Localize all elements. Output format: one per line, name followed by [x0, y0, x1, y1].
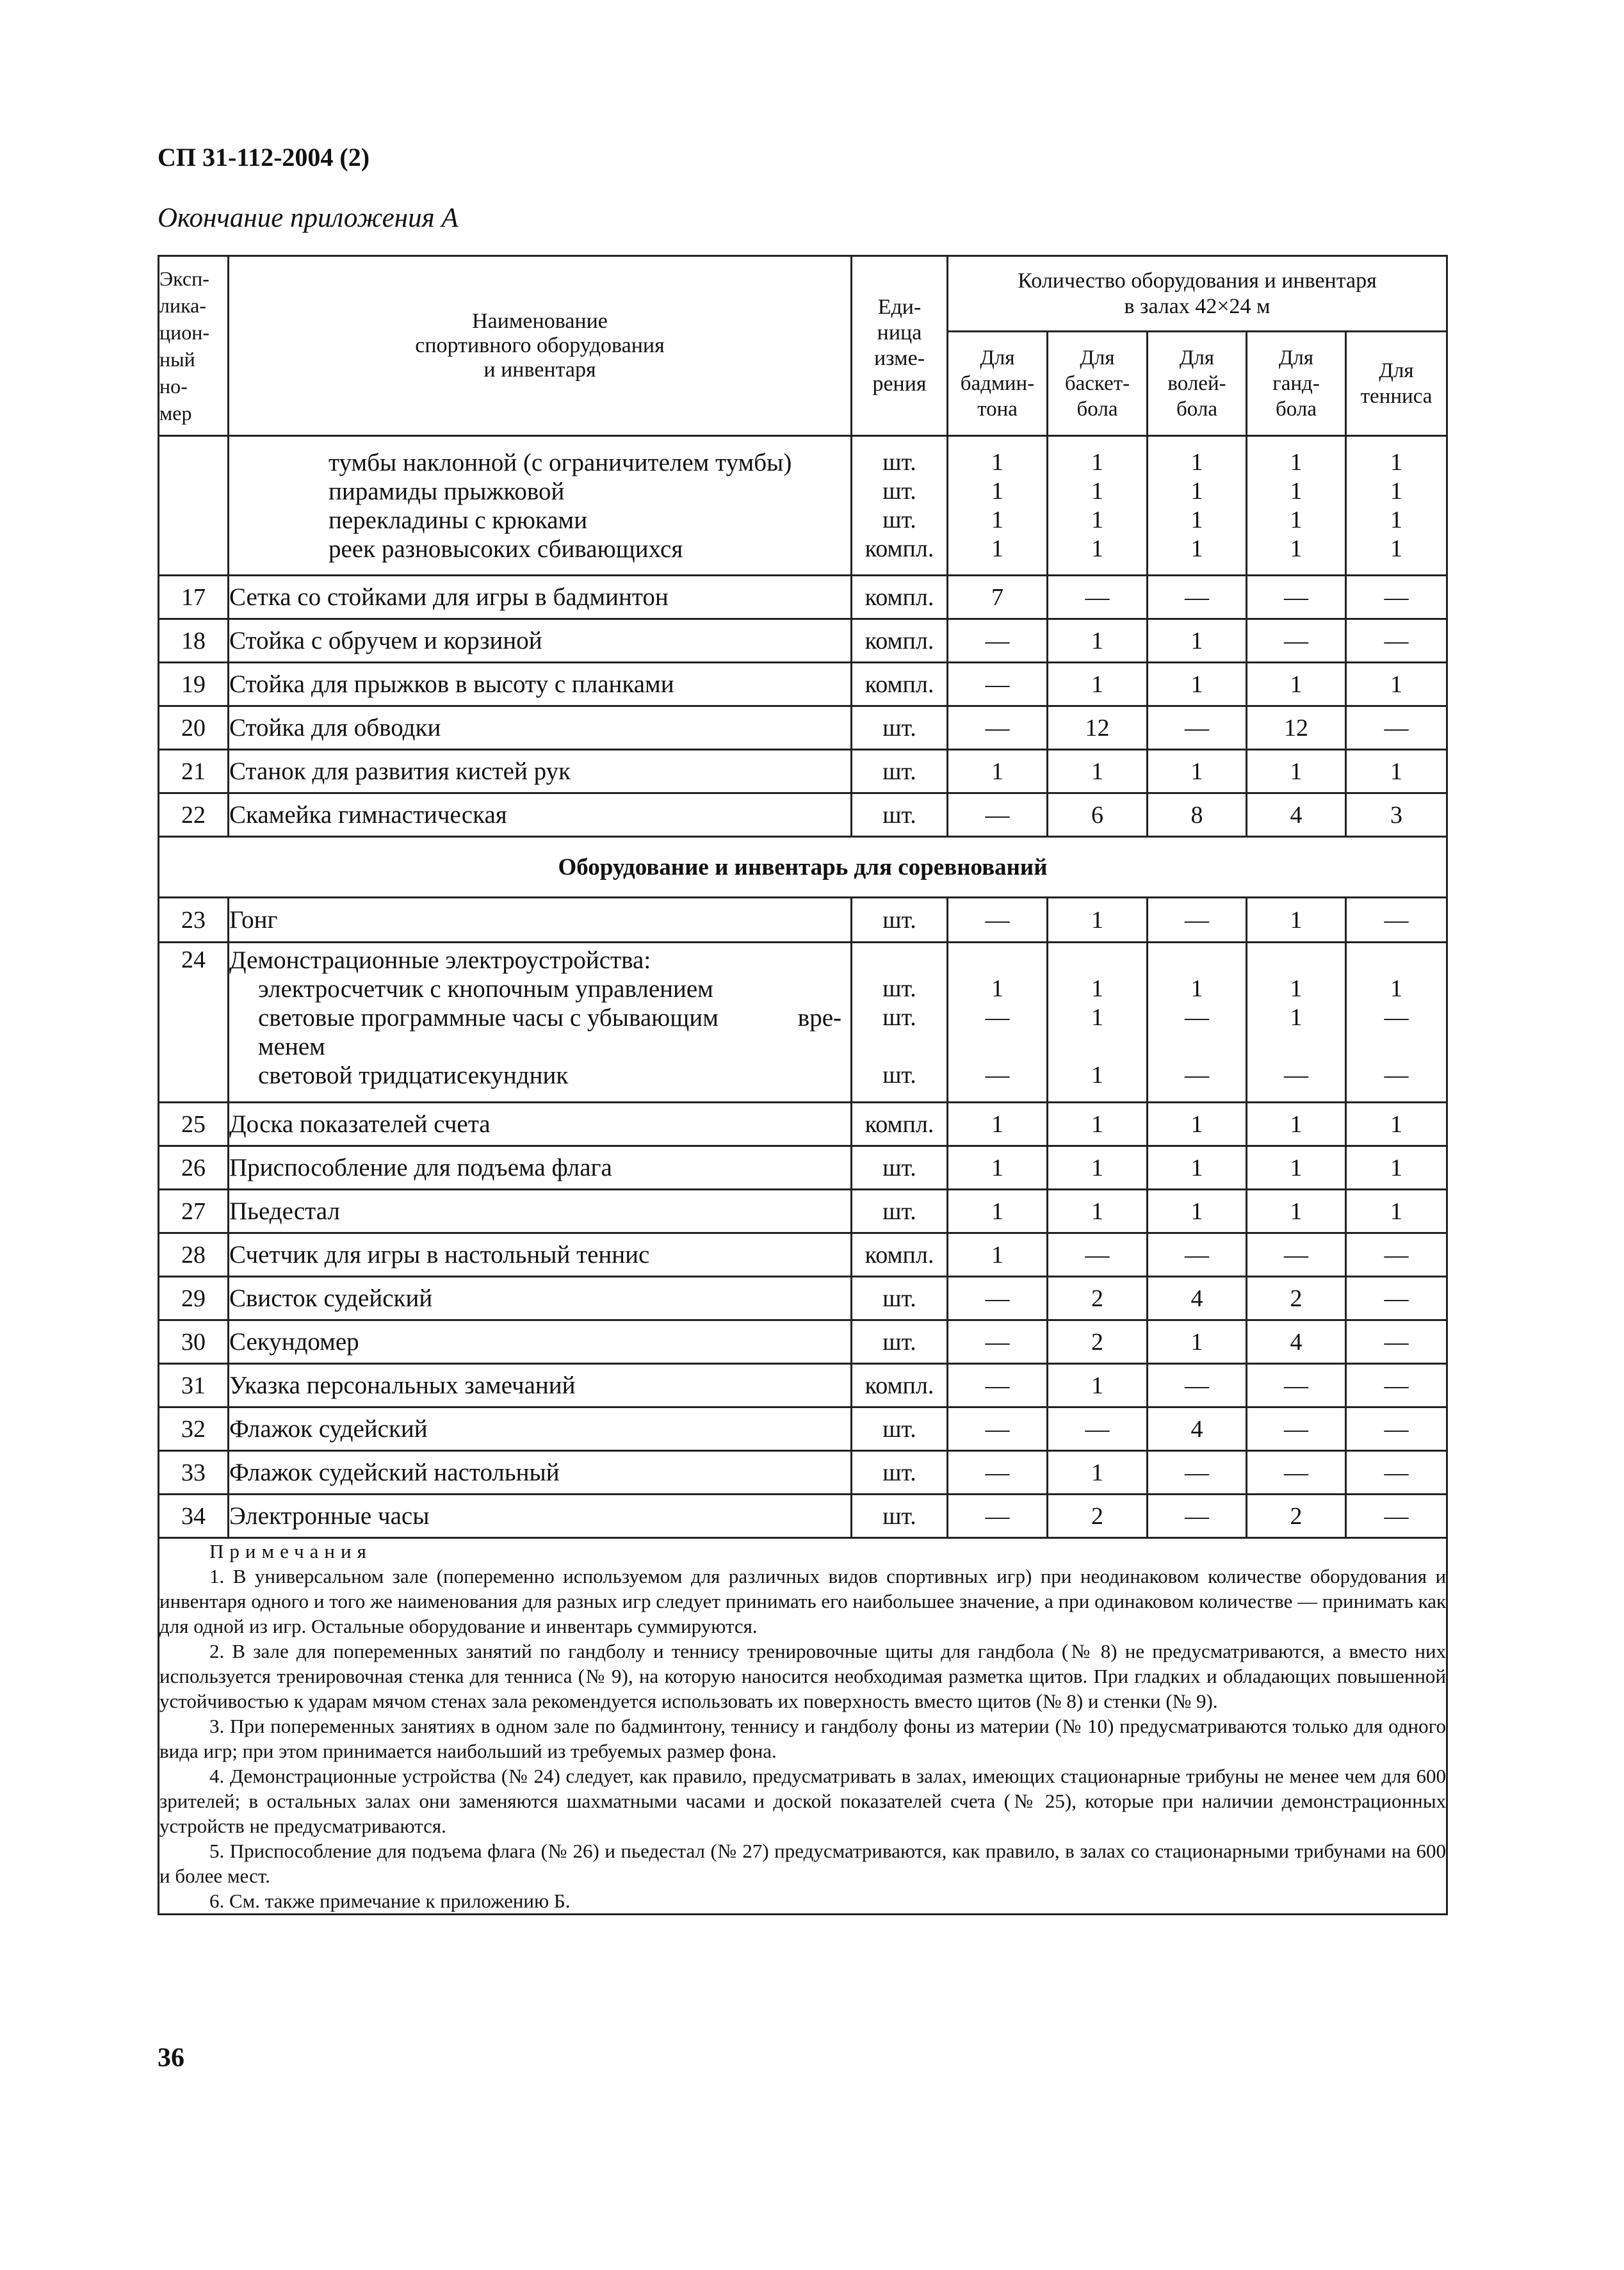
- header-expl-line: но-: [159, 375, 188, 398]
- row-qty-tennis: —: [1346, 1451, 1447, 1495]
- row24-qty-value: [1148, 946, 1246, 975]
- row-unit: компл.: [852, 1364, 948, 1407]
- row-qty-handball: [1247, 436, 1346, 576]
- row-unit: шт.: [852, 793, 948, 837]
- row24-qty-value: [948, 1032, 1046, 1061]
- row-qty-badminton: —: [948, 1451, 1048, 1495]
- row-qty-handball: 1: [1247, 663, 1346, 706]
- row-unit: компл.: [852, 1233, 948, 1277]
- header-expl-line: ный: [159, 348, 195, 371]
- table-row-19: [159, 663, 1447, 706]
- subitem-qty: 1: [991, 448, 1003, 476]
- subitem-name: пирамиды прыжковой: [329, 477, 565, 505]
- header-unit: [852, 256, 948, 436]
- row-qty-basketball: 1: [1048, 663, 1148, 706]
- row-qty-volleyball: 4: [1148, 1277, 1247, 1320]
- note-paragraph: 3. При попеременных занятиях в одном зале по бадминтону, теннису и гандболу фоны из материи (№ 10) предусматриваются только для одного вида игр; при этом принимается наибольший из требуемых размер фона.: [159, 1715, 1447, 1762]
- row-qty-basketball: 12: [1048, 706, 1148, 750]
- row-name: Скамейка гимнастическая: [229, 793, 852, 837]
- row-unit: шт.: [852, 1451, 948, 1495]
- table-row-33: [159, 1451, 1447, 1495]
- subitem-name: реек разновысоких сбивающихся: [329, 535, 683, 563]
- header-col-line: ганд-: [1272, 372, 1320, 395]
- row-number: 22: [159, 793, 229, 837]
- row-qty-basketball: 1: [1048, 750, 1148, 793]
- row24-qty-value: —: [1185, 1062, 1209, 1089]
- row24-qty-value: [1148, 1032, 1246, 1061]
- row-qty-tennis: —: [1346, 1364, 1447, 1407]
- row-qty-handball: —: [1247, 1451, 1346, 1495]
- header-col-line: баскет-: [1064, 372, 1130, 395]
- table-row-22: [159, 793, 1447, 837]
- note-paragraph: 2. В зале для попеременных занятий по гандболу и теннису тренировочные щиты для гандбола (№ 8) не предусматриваются, а вместо них используется тренировочная стенка для тенниса (№ 9), на которую наносится необходимая разметка щитов. При гладких и обладающих повышенной устойчивостью к ударам мячом стенах зала рекомендуется использовать их поверхность вместо щитов (№ 8) и стенки (№ 9).: [159, 1640, 1447, 1712]
- header-col-line: бола: [1176, 398, 1217, 421]
- table-row-34: [159, 1495, 1447, 1538]
- row24-qty-value: [1048, 1032, 1146, 1061]
- row-unit: шт.: [852, 1190, 948, 1233]
- row-name: Стойка для прыжков в высоту с планками: [229, 663, 852, 706]
- row-unit: компл.: [852, 663, 948, 706]
- subitem-qty: 1: [991, 506, 1003, 533]
- subitem-unit: шт.: [882, 506, 916, 533]
- header-col-basketball: [1048, 332, 1148, 436]
- row-unit: шт.: [852, 1407, 948, 1451]
- subitem-qty: 1: [1390, 477, 1403, 505]
- row-qty-volleyball: 1: [1148, 1103, 1247, 1146]
- subitem-qty: 1: [1390, 535, 1403, 562]
- header-name-line: и инвентаря: [483, 358, 596, 382]
- row-qty-tennis: —: [1346, 1233, 1447, 1277]
- header-col-line: волей-: [1167, 372, 1226, 395]
- row-unit: компл.: [852, 1103, 948, 1146]
- row-qty-volleyball: 1: [1148, 1146, 1247, 1190]
- notes-items: [159, 1564, 1446, 1913]
- header-col-line: тона: [977, 398, 1018, 421]
- row-qty-basketball: 1: [1048, 1190, 1148, 1233]
- row-unit: шт.: [852, 1146, 948, 1190]
- subitem-qty: 1: [991, 477, 1003, 505]
- row-name: Электронные часы: [229, 1495, 852, 1538]
- section-row: [159, 837, 1447, 898]
- subitem-qty: 1: [1190, 448, 1203, 476]
- table-row-17: [159, 576, 1447, 619]
- row-qty-tennis: —: [1346, 576, 1447, 619]
- row-name-lines: [229, 943, 852, 1103]
- notes-row: [159, 1538, 1447, 1915]
- row24-qty-value: 1: [1290, 975, 1303, 1002]
- row24-unit2: шт.: [882, 1004, 916, 1031]
- row-name: Свисток судейский: [229, 1277, 852, 1320]
- header-col-line: бола: [1276, 398, 1317, 421]
- row-number: 17: [159, 576, 229, 619]
- subitem-unit: шт.: [882, 477, 916, 505]
- row24-qty-value: —: [985, 1062, 1010, 1089]
- table-row-continuation: [159, 436, 1447, 576]
- row-name-lines: [229, 436, 852, 576]
- row-qty-badminton: —: [948, 706, 1048, 750]
- row24-qty-basketball: [1048, 943, 1148, 1103]
- header-col-line: Для: [1278, 346, 1314, 369]
- row-qty-basketball: 2: [1048, 1320, 1148, 1364]
- row-qty-badminton: —: [948, 1495, 1048, 1538]
- row-number: 34: [159, 1495, 229, 1538]
- row-number: 28: [159, 1233, 229, 1277]
- row-number: 19: [159, 663, 229, 706]
- row24-qty-value: [1347, 946, 1446, 975]
- row-qty-tennis: —: [1346, 619, 1447, 663]
- row-number: 32: [159, 1407, 229, 1451]
- row24-qty-value: —: [1384, 1062, 1409, 1089]
- row-qty-tennis: —: [1346, 1495, 1447, 1538]
- row-unit: шт.: [852, 750, 948, 793]
- row-qty-handball: 12: [1247, 706, 1346, 750]
- row-qty-tennis: 1: [1346, 1103, 1447, 1146]
- row-qty-volleyball: —: [1148, 898, 1247, 943]
- row-qty-basketball: 1: [1048, 619, 1148, 663]
- row-name: Счетчик для игры в настольный теннис: [229, 1233, 852, 1277]
- row-qty-volleyball: —: [1148, 1233, 1247, 1277]
- subitem-name: перекладины с крюками: [329, 506, 588, 534]
- row-qty-handball: 1: [1247, 1103, 1346, 1146]
- row24-qty-value: 1: [1091, 1062, 1103, 1089]
- row24-sub1: электросчетчик с кнопочным управлением: [258, 975, 713, 1003]
- row-qty-volleyball: 1: [1148, 1320, 1247, 1364]
- header-quantity: [948, 256, 1447, 332]
- row-number: 24: [159, 943, 229, 1103]
- row-qty-basketball: 2: [1048, 1277, 1148, 1320]
- header-expl-number: [159, 256, 229, 436]
- row-number: 20: [159, 706, 229, 750]
- subitem-qty: 1: [1091, 535, 1103, 562]
- row-qty-volleyball: —: [1148, 1451, 1247, 1495]
- row-number: 27: [159, 1190, 229, 1233]
- row-qty-tennis: —: [1346, 1320, 1447, 1364]
- row-qty-volleyball: 1: [1148, 750, 1247, 793]
- row-name: Флажок судейский: [229, 1407, 852, 1451]
- header-unit-line: Еди-: [877, 295, 922, 319]
- table-row-20: [159, 706, 1447, 750]
- row-qty-volleyball: —: [1148, 1364, 1247, 1407]
- header-col-line: Для: [1379, 359, 1414, 382]
- row-qty-volleyball: 8: [1148, 793, 1247, 837]
- row24-units: [852, 943, 948, 1103]
- header-expl-line: Эксп-: [159, 267, 209, 290]
- row-qty-tennis: —: [1346, 1407, 1447, 1451]
- row-qty-badminton: —: [948, 1407, 1048, 1451]
- row-qty-handball: 1: [1247, 1146, 1346, 1190]
- row-qty-tennis: 3: [1346, 793, 1447, 837]
- row24-unit1: шт.: [882, 975, 916, 1002]
- row24-qty-value: 1: [1390, 975, 1403, 1002]
- row-unit: шт.: [852, 898, 948, 943]
- row24-qty-volleyball: [1148, 943, 1247, 1103]
- row-name: Станок для развития кистей рук: [229, 750, 852, 793]
- subitem-qty: 1: [1390, 448, 1403, 476]
- subitem-qty: 1: [1190, 506, 1203, 533]
- row24-qty-value: —: [1284, 1062, 1308, 1089]
- row-qty-badminton: —: [948, 1320, 1048, 1364]
- row-qty-handball: 1: [1247, 1190, 1346, 1233]
- subitem-qty: 1: [1290, 506, 1303, 533]
- notes-title: Примечания: [209, 1540, 372, 1562]
- row24-qty-value: —: [985, 1004, 1010, 1031]
- row-qty-basketball: 1: [1048, 1364, 1148, 1407]
- document-code: СП 31-112-2004 (2): [158, 143, 370, 172]
- row-qty-tennis: —: [1346, 1277, 1447, 1320]
- subitem-name: тумбы наклонной (с ограничителем тумбы): [329, 448, 792, 476]
- row-number: 18: [159, 619, 229, 663]
- row-qty-volleyball: —: [1148, 1495, 1247, 1538]
- note-paragraph: 5. Приспособление для подъема флага (№ 26) и пьедестал (№ 27) предусматриваются, как правило, в залах со стационарными трибунами на 600 и более мест.: [159, 1840, 1447, 1887]
- row-qty-tennis: 1: [1346, 663, 1447, 706]
- row-unit: шт.: [852, 706, 948, 750]
- subitem-qty: 1: [1190, 477, 1203, 505]
- row-qty-handball: —: [1247, 619, 1346, 663]
- table-row-27: [159, 1190, 1447, 1233]
- row-qty-volleyball: 1: [1148, 663, 1247, 706]
- row-qty-tennis: [1346, 436, 1447, 576]
- row-qty-volleyball: 4: [1148, 1407, 1247, 1451]
- row-number: 30: [159, 1320, 229, 1364]
- row-qty-badminton: —: [948, 793, 1048, 837]
- row-qty-tennis: 1: [1346, 750, 1447, 793]
- header-col-line: Для: [1179, 346, 1215, 369]
- appendix-subtitle: Окончание приложения А: [158, 203, 459, 233]
- notes-block: [159, 1538, 1447, 1915]
- row24-qty-badminton: [948, 943, 1048, 1103]
- header-unit-line: ница: [877, 321, 922, 345]
- header-expl-line: лика-: [159, 294, 207, 317]
- row-qty-badminton: 1: [948, 1233, 1048, 1277]
- header-unit-line: изме-: [873, 346, 925, 370]
- table-row-32: [159, 1407, 1447, 1451]
- row-name: Стойка для обводки: [229, 706, 852, 750]
- row-qty-badminton: [948, 436, 1048, 576]
- table-row-31: [159, 1364, 1447, 1407]
- row-qty-badminton: 1: [948, 1190, 1048, 1233]
- table-row-29: [159, 1277, 1447, 1320]
- row-qty-basketball: 1: [1048, 1103, 1148, 1146]
- row-qty-basketball: 6: [1048, 793, 1148, 837]
- row-qty-basketball: 1: [1048, 1146, 1148, 1190]
- header-col-badminton: [948, 332, 1048, 436]
- row-number: 25: [159, 1103, 229, 1146]
- header-col-line: Для: [1080, 346, 1115, 369]
- table-row-28: [159, 1233, 1447, 1277]
- row-qty-handball: 4: [1247, 793, 1346, 837]
- row24-qty-value: [1247, 1032, 1345, 1061]
- row-qty-badminton: 1: [948, 1146, 1048, 1190]
- row-qty-badminton: —: [948, 663, 1048, 706]
- row-number: 23: [159, 898, 229, 943]
- header-expl-line: цион-: [159, 321, 210, 344]
- row24-qty-handball: [1247, 943, 1346, 1103]
- row-unit: шт.: [852, 1495, 948, 1538]
- row-qty-handball: —: [1247, 576, 1346, 619]
- row24-qty-value: —: [1384, 1004, 1409, 1031]
- row24-qty-tennis: [1346, 943, 1447, 1103]
- subitem-qty: 1: [1290, 448, 1303, 476]
- row-qty-badminton: —: [948, 1277, 1048, 1320]
- row24-qty-value: 1: [1091, 1004, 1103, 1031]
- row24-sub3: световой тридцатисекундник: [258, 1062, 569, 1089]
- subitem-qty: 1: [1290, 535, 1303, 562]
- subitem-unit: шт.: [882, 448, 916, 476]
- equipment-table: [158, 255, 1448, 1915]
- row-qty-badminton: 1: [948, 1103, 1048, 1146]
- row-qty-handball: 4: [1247, 1320, 1346, 1364]
- header-col-line: Для: [980, 346, 1015, 369]
- subitem-qty: 1: [991, 535, 1003, 562]
- subitem-qty: 1: [1190, 535, 1203, 562]
- subitem-qty: 1: [1390, 506, 1403, 533]
- row-qty-basketball: 2: [1048, 1495, 1148, 1538]
- row-number: 29: [159, 1277, 229, 1320]
- row24-sub2: [229, 1003, 850, 1032]
- row-qty-handball: 1: [1247, 898, 1346, 943]
- row-qty-volleyball: 1: [1148, 619, 1247, 663]
- row-qty-basketball: [1048, 436, 1148, 576]
- row-qty-badminton: —: [948, 898, 1048, 943]
- row-number: 26: [159, 1146, 229, 1190]
- row-qty-badminton: 1: [948, 750, 1048, 793]
- row-qty-tennis: 1: [1346, 1146, 1447, 1190]
- row-qty-volleyball: —: [1148, 706, 1247, 750]
- row-unit: шт.: [852, 1277, 948, 1320]
- header-qty-line: Количество оборудования и инвентаря: [1018, 268, 1377, 293]
- row24-qty-value: 1: [1190, 975, 1203, 1002]
- header-col-handball: [1247, 332, 1346, 436]
- row-unit: компл.: [852, 576, 948, 619]
- table-row-24: [159, 943, 1447, 1103]
- row-name: Стойка с обручем и корзиной: [229, 619, 852, 663]
- row-qty-volleyball: —: [1148, 576, 1247, 619]
- row24-qty-value: [1247, 946, 1345, 975]
- row24-qty-value: [948, 946, 1046, 975]
- header-name-line: Наименование: [472, 309, 608, 333]
- row-unit: компл.: [852, 619, 948, 663]
- row-qty-handball: —: [1247, 1364, 1346, 1407]
- note-paragraph: 1. В универсальном зале (попеременно используемом для различных видов спортивных игр) при неодинаковом количестве оборудования и инвентаря одного и того же наименования для разных игр следует принимать его наибольшее значение, а при одинаковом количестве — принимать как для одной из игр. Остальные оборудование и инвентарь суммируются.: [159, 1565, 1447, 1637]
- header-unit-line: рения: [872, 372, 927, 396]
- row-qty-badminton: 7: [948, 576, 1048, 619]
- row-unit: шт.: [852, 1320, 948, 1364]
- row-name: Сетка со стойками для игры в бадминтон: [229, 576, 852, 619]
- row-number: 33: [159, 1451, 229, 1495]
- subitem-unit: компл.: [865, 535, 934, 562]
- subitem-qty: 1: [1091, 477, 1103, 505]
- row-qty-handball: —: [1247, 1407, 1346, 1451]
- note-paragraph: 4. Демонстрационные устройства (№ 24) следует, как правило, предусматривать в залах, имеющих стационарные трибуны не менее чем для 600 зрителей; в остальных залах они заменяются шахматными часами и доской показателей счета (№ 25), которые при наличии демонстрационных устройств не предусматриваются.: [159, 1765, 1447, 1837]
- row-name: Приспособление для подъема флага: [229, 1146, 852, 1190]
- row-qty-basketball: 1: [1048, 1451, 1148, 1495]
- row24-qty-value: [1347, 1032, 1446, 1061]
- row-number: 31: [159, 1364, 229, 1407]
- row-qty-basketball: —: [1048, 1233, 1148, 1277]
- row24-title: Демонстрационные электроустройства:: [229, 946, 651, 974]
- subitem-qty: 1: [1091, 448, 1103, 476]
- row-number: 21: [159, 750, 229, 793]
- row24-qty-value: 1: [991, 975, 1003, 1002]
- row-qty-basketball: —: [1048, 1407, 1148, 1451]
- row-number: [159, 436, 229, 576]
- row24-qty-value: 1: [1290, 1004, 1303, 1031]
- header-col-tennis: [1346, 332, 1447, 436]
- row-qty-badminton: —: [948, 619, 1048, 663]
- header-col-line: бола: [1076, 398, 1118, 421]
- row-name: Доска показателей счета: [229, 1103, 852, 1146]
- row24-qty-value: [1048, 946, 1146, 975]
- row-qty-volleyball: 1: [1148, 1190, 1247, 1233]
- row24-unit3: шт.: [882, 1062, 916, 1089]
- table-row-23: [159, 898, 1447, 943]
- table-row-26: [159, 1146, 1447, 1190]
- row24-qty-value: —: [1185, 1004, 1209, 1031]
- row-name: Флажок судейский настольный: [229, 1451, 852, 1495]
- table-row-21: [159, 750, 1447, 793]
- page-number: 36: [158, 2043, 184, 2073]
- subitem-qty: 1: [1290, 477, 1303, 505]
- subitem-qty: 1: [1091, 506, 1103, 533]
- row24-sub2-text: световые программные часы с убывающим: [258, 1004, 719, 1032]
- row-qty-tennis: 1: [1346, 1190, 1447, 1233]
- table-row-30: [159, 1320, 1447, 1364]
- table-row-25: [159, 1103, 1447, 1146]
- row-qty-volleyball: [1148, 436, 1247, 576]
- table-row-18: [159, 619, 1447, 663]
- row-name: Гонг: [229, 898, 852, 943]
- header-col-line: бадмин-: [960, 372, 1035, 395]
- note-paragraph: 6. См. также примечание к приложению Б.: [209, 1890, 571, 1912]
- row-qty-basketball: —: [1048, 576, 1148, 619]
- row-qty-handball: —: [1247, 1233, 1346, 1277]
- row-name: Указка персональных замечаний: [229, 1364, 852, 1407]
- row-qty-basketball: 1: [1048, 898, 1148, 943]
- header-col-volleyball: [1148, 332, 1247, 436]
- section-title: Оборудование и инвентарь для соревнований: [159, 837, 1447, 898]
- row-unit-lines: [852, 436, 948, 576]
- header-item-name: [229, 256, 852, 436]
- row24-qty-value: 1: [1091, 975, 1103, 1002]
- row-qty-handball: 1: [1247, 750, 1346, 793]
- row-qty-handball: 2: [1247, 1495, 1346, 1538]
- row-qty-handball: 2: [1247, 1277, 1346, 1320]
- header-col-line: тенниса: [1360, 385, 1433, 408]
- row24-sub2-hyphen: вре-: [797, 1004, 841, 1032]
- row-name: Секундомер: [229, 1320, 852, 1364]
- header-expl-line: мер: [159, 401, 192, 425]
- header-qty-line: в залах 42×24 м: [1124, 294, 1271, 318]
- row-qty-badminton: —: [948, 1364, 1048, 1407]
- row-qty-tennis: —: [1346, 706, 1447, 750]
- row24-sub2-wrap: менем: [258, 1033, 325, 1060]
- row-name: Пьедестал: [229, 1190, 852, 1233]
- header-name-line: спортивного оборудования: [415, 334, 665, 357]
- row-qty-tennis: —: [1346, 898, 1447, 943]
